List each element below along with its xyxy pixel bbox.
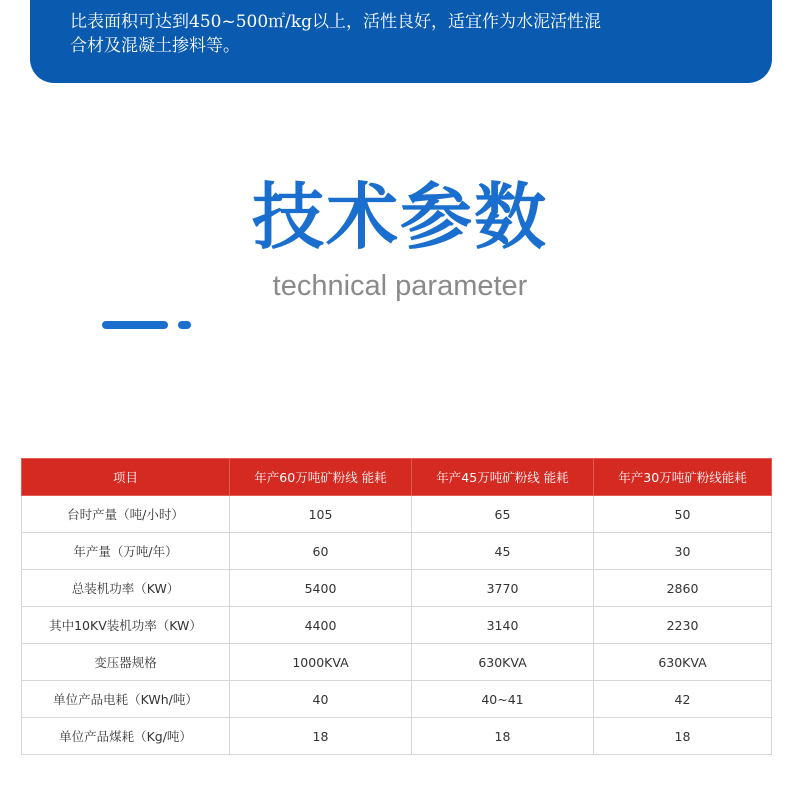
table-cell: 630KVA [412, 644, 594, 681]
table-cell: 3770 [412, 570, 594, 607]
table-cell: 45 [412, 533, 594, 570]
table-cell: 40~41 [412, 681, 594, 718]
table-cell: 5400 [230, 570, 412, 607]
section-title: 技术参数 [251, 175, 548, 259]
table-cell: 2860 [594, 570, 772, 607]
table-row [22, 681, 772, 718]
table-cell: 30 [594, 533, 772, 570]
row-label: 其中10KV装机功率（KW） [22, 607, 230, 644]
table-cell: 40 [230, 681, 412, 718]
table-row [22, 644, 772, 681]
table-cell: 105 [230, 496, 412, 533]
header-30w-line: 年产30万吨矿粉线能耗 [594, 459, 772, 496]
row-label: 年产量（万吨/年） [22, 533, 230, 570]
table-row [22, 496, 772, 533]
table-cell: 18 [412, 718, 594, 755]
banner-line-1: 比表面积可达到450~500㎡/kg以上，活性良好，适宜作为水泥活性混 [70, 12, 602, 32]
section-subtitle: technical parameter [272, 270, 528, 302]
table-row [22, 718, 772, 755]
table-row [22, 607, 772, 644]
table-cell: 630KVA [594, 644, 772, 681]
table-cell: 42 [594, 681, 772, 718]
table-row [22, 533, 772, 570]
banner-line-2: 合材及混凝土掺料等。 [70, 36, 240, 56]
row-label: 总装机功率（KW） [22, 570, 230, 607]
row-label: 单位产品电耗（KWh/吨） [22, 681, 230, 718]
title-underline-dot [178, 321, 191, 329]
table-cell: 18 [594, 718, 772, 755]
row-label: 单位产品煤耗（Kg/吨） [22, 718, 230, 755]
table-cell: 60 [230, 533, 412, 570]
table-cell: 2230 [594, 607, 772, 644]
table-cell: 3140 [412, 607, 594, 644]
table-row [22, 570, 772, 607]
row-label: 变压器规格 [22, 644, 230, 681]
header-45w-line: 年产45万吨矿粉线 能耗 [412, 459, 594, 496]
header-item: 项目 [22, 459, 230, 496]
table-cell: 65 [412, 496, 594, 533]
table-header-row [22, 459, 772, 496]
table-cell: 1000KVA [230, 644, 412, 681]
title-underline-long [102, 321, 168, 329]
table-cell: 18 [230, 718, 412, 755]
header-60w-line: 年产60万吨矿粉线 能耗 [230, 459, 412, 496]
row-label: 台时产量（吨/小时） [22, 496, 230, 533]
table-cell: 4400 [230, 607, 412, 644]
parameter-table [21, 458, 772, 755]
table-cell: 50 [594, 496, 772, 533]
